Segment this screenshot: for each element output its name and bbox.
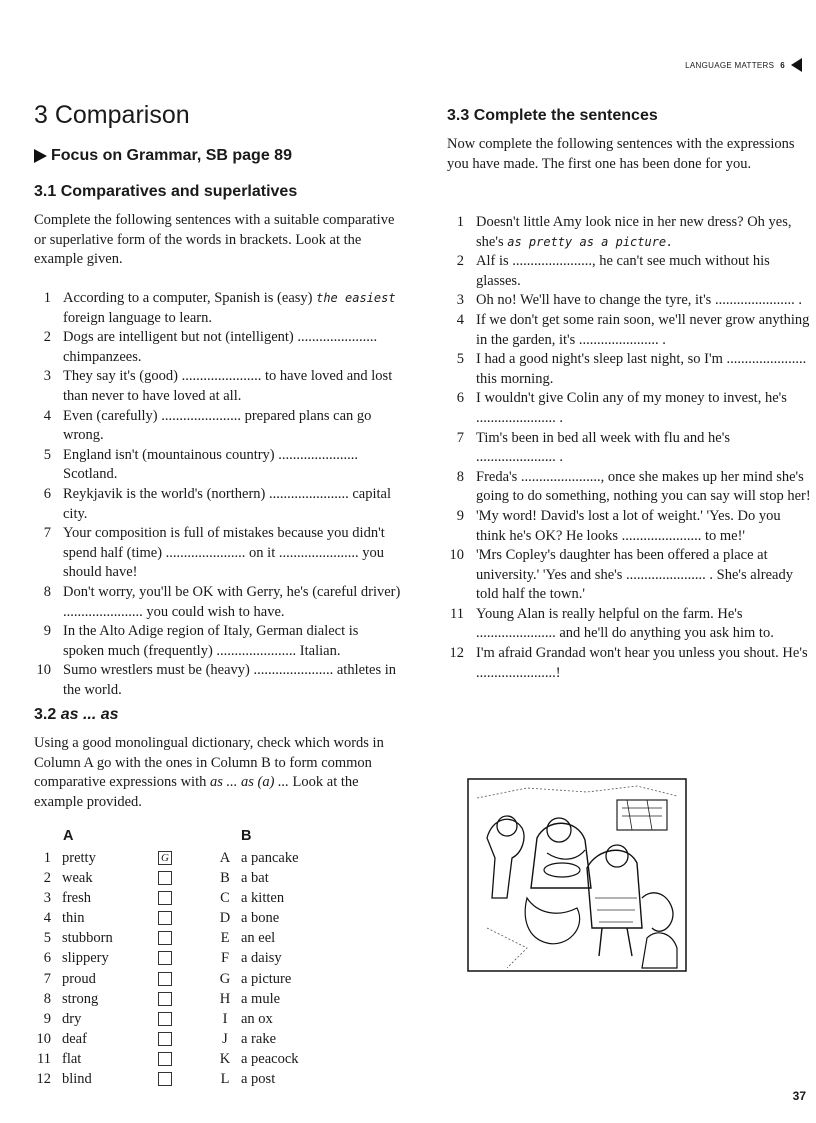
section-3-3-exercise-list: [447, 213, 811, 683]
matching-header-row: [34, 828, 404, 848]
matching-row: [34, 1069, 404, 1089]
exercise-item: [447, 605, 811, 644]
example-answer: the easiest: [316, 291, 396, 305]
intro-text-end: Look at the example provided.: [34, 774, 359, 810]
row-number: 5: [43, 930, 51, 947]
item-text: I'm afraid Grandad won't hear you unless you shout. He's ......................!: [476, 645, 808, 681]
item-number: 10: [36, 662, 51, 679]
item-text: Don't worry, you'll be OK with Gerry, he's (careful driver) ...................... you could wish to have.: [63, 583, 401, 620]
chapter-number: 6: [780, 60, 785, 70]
arrow-right-icon: [34, 149, 47, 163]
exercise-item: [34, 485, 402, 524]
matching-row: [34, 1009, 404, 1029]
answer-box[interactable]: [158, 1032, 172, 1046]
column-b-phrase: a post: [241, 1071, 276, 1088]
matching-row: [34, 1029, 404, 1049]
item-text: Alf is ......................, he can't see much without his glasses.: [476, 253, 770, 289]
item-text: Tim's been in bed all week with flu and he's ...................... .: [476, 429, 730, 466]
column-b-phrase: a bat: [241, 870, 269, 887]
exercise-item: [34, 407, 402, 446]
item-number: 4: [43, 407, 51, 424]
column-b-letter: B: [220, 870, 230, 887]
column-b-letter: I: [222, 1010, 228, 1027]
intro-emphasis: as ... as (a) ...: [209, 774, 289, 791]
exercise-item: [34, 446, 402, 485]
item-number: 5: [43, 446, 51, 463]
column-b-letter: A: [219, 850, 231, 866]
running-title: LANGUAGE MATTERS: [685, 60, 775, 70]
column-b-phrase: an eel: [241, 930, 276, 947]
exercise-item: [34, 367, 402, 406]
column-a-word: fresh: [62, 890, 91, 907]
section-3-1-exercise-list: [34, 289, 402, 700]
column-b-phrase: a kitten: [241, 890, 285, 907]
triangle-marker-icon: [791, 58, 802, 72]
section-3-1-intro: Complete the following sentences with a suitable comparative or superlative form of the words in brackets. Look at the example given.: [34, 212, 395, 268]
page-number: 37: [792, 1089, 806, 1103]
matching-row: [34, 888, 404, 908]
column-b-phrase: a pancake: [241, 850, 299, 866]
item-number: 2: [456, 253, 464, 270]
item-number: 10: [449, 547, 464, 564]
matching-row: [34, 908, 404, 928]
item-text: According to a computer, Spanish is (easy): [63, 290, 317, 306]
column-a-word: deaf: [62, 1030, 87, 1047]
exercise-item: [447, 468, 811, 507]
section-3-2-intro: [34, 734, 386, 812]
item-text: Dogs are intelligent but not (intelligent) ...................... chimpanzees.: [63, 329, 378, 365]
answer-box[interactable]: [158, 911, 172, 925]
row-number: 4: [43, 910, 51, 927]
column-a-word: stubborn: [62, 930, 113, 947]
row-number: 12: [36, 1071, 51, 1088]
column-a-word: slippery: [62, 950, 109, 967]
item-text: 'My word! David's lost a lot of weight.' 'Yes. Do you think he's OK? He looks ...................... to me!': [476, 507, 781, 544]
item-number: 3: [43, 368, 51, 385]
column-a-header: A: [63, 828, 74, 844]
column-b-letter: G: [219, 970, 231, 987]
item-text: Your composition is full of mistakes because you didn't spend half (time) ...................... on it ...................... you should have!: [63, 525, 385, 581]
row-number: 6: [43, 950, 51, 967]
item-text: In the Alto Adige region of Italy, German dialect is spoken much (frequently) ...................... Italian.: [63, 623, 359, 659]
column-b-phrase: a rake: [241, 1030, 277, 1047]
item-number: 2: [43, 329, 51, 346]
exercise-item: [447, 507, 811, 546]
item-text: Sumo wrestlers must be (heavy) ...................... athletes in the world.: [63, 662, 397, 698]
column-b-phrase: a peacock: [241, 1050, 299, 1067]
exercise-item: [34, 622, 402, 661]
section-3-1-heading: 3.1 Comparatives and superlatives: [34, 183, 298, 200]
exercise-item: [447, 213, 811, 252]
exercise-item: [447, 644, 811, 683]
item-text: Reykjavik is the world's (northern) ...................... capital city.: [63, 485, 391, 522]
intro-text: Using a good monolingual dictionary, check which words in Column A go with the ones in Column B to form common comparative expressions with: [34, 735, 384, 791]
answer-box[interactable]: [158, 951, 172, 965]
section-3-2-number: 3.2: [34, 706, 57, 723]
item-number: 4: [456, 311, 464, 328]
matching-row: [34, 928, 404, 948]
column-b-letter: J: [222, 1030, 228, 1047]
exercise-item: [447, 350, 811, 389]
focus-text: Focus on Grammar, SB page 89: [51, 147, 292, 164]
item-text: Freda's ......................, once she makes up her mind she's going to do something, nothing you can say will stop her!: [476, 468, 811, 505]
row-number: 11: [37, 1050, 51, 1067]
item-number: 8: [43, 583, 51, 600]
column-b-letter: D: [219, 910, 231, 927]
row-number: 3: [43, 890, 51, 907]
cartoon-illustration: [467, 778, 687, 972]
matching-row: [34, 1049, 404, 1069]
column-a-word: weak: [62, 870, 93, 887]
answer-box[interactable]: [158, 992, 172, 1006]
column-b-letter: K: [219, 1050, 231, 1067]
exercise-item: [34, 583, 402, 622]
exercise-item: [447, 252, 811, 291]
column-b-phrase: an ox: [241, 1010, 273, 1027]
section-3-3-intro: Now complete the following sentences with the expressions you have made. The first one has been done for you.: [447, 136, 795, 172]
column-b-letter: C: [220, 890, 230, 907]
item-number: 1: [456, 214, 464, 230]
column-a-word: pretty: [62, 850, 96, 866]
column-b-phrase: a mule: [241, 990, 281, 1007]
item-number: 6: [456, 390, 464, 407]
column-a-word: blind: [62, 1071, 92, 1088]
column-a-word: dry: [62, 1010, 82, 1027]
column-a-word: proud: [62, 970, 96, 987]
item-number: 5: [456, 351, 464, 368]
item-text: If we don't get some rain soon, we'll never grow anything in the garden, it's ...................... .: [476, 311, 810, 348]
answer-box[interactable]: [158, 972, 172, 986]
row-number: 2: [43, 870, 51, 887]
item-number: 9: [456, 507, 464, 524]
row-number: 7: [43, 970, 51, 987]
answer-box[interactable]: G: [158, 851, 172, 865]
item-number: 8: [456, 468, 464, 485]
row-number: 10: [36, 1030, 51, 1047]
column-b-letter: E: [220, 930, 230, 947]
section-3-3-heading: 3.3 Complete the sentences: [447, 107, 658, 124]
example-answer: as pretty as a picture.: [507, 234, 674, 249]
column-b-phrase: a daisy: [241, 950, 282, 967]
item-text: Doesn't little Amy look nice in her new dress? Oh yes, she's: [476, 214, 792, 250]
item-text: England isn't (mountainous country) ...................... Scotland.: [63, 446, 358, 483]
row-number: 1: [43, 850, 51, 866]
item-text: Young Alan is really helpful on the farm. He's ...................... and he'll do anything you ask him to.: [476, 605, 774, 642]
exercise-item: [34, 661, 402, 700]
row-number: 8: [43, 990, 51, 1007]
matching-row: [34, 989, 404, 1009]
column-a-word: flat: [62, 1050, 82, 1067]
item-number: 1: [43, 290, 51, 306]
item-text: I had a good night's sleep last night, so I'm ...................... this morning.: [476, 351, 807, 387]
exercise-item: [34, 524, 402, 583]
column-a-word: strong: [62, 990, 99, 1007]
matching-row: [34, 848, 404, 868]
answer-box[interactable]: [158, 1072, 172, 1086]
answer-box[interactable]: [158, 1012, 172, 1026]
section-3-2-heading: [34, 706, 119, 724]
answer-box[interactable]: [158, 1052, 172, 1066]
column-b-header: B: [241, 828, 252, 844]
item-text: They say it's (good) ...................... to have loved and lost than never to have loved at all.: [63, 368, 393, 404]
exercise-item: [447, 311, 811, 350]
exercise-item: [447, 429, 811, 468]
matching-row: [34, 868, 404, 888]
item-number: 9: [43, 623, 51, 640]
item-number: 7: [456, 429, 464, 446]
answer-box[interactable]: [158, 931, 172, 945]
exercise-item: [34, 328, 402, 367]
matching-row: [34, 948, 404, 968]
column-b-letter: H: [219, 990, 231, 1007]
exercise-item: [447, 546, 811, 605]
answer-box[interactable]: [158, 891, 172, 905]
column-b-letter: F: [220, 950, 230, 967]
focus-note: [34, 147, 292, 165]
exercise-item: [34, 289, 402, 328]
item-number: 6: [43, 485, 51, 502]
column-b-letter: L: [220, 1071, 230, 1088]
item-number: 12: [449, 645, 464, 662]
answer-box[interactable]: [158, 871, 172, 885]
item-number: 11: [450, 605, 464, 622]
item-text: 'Mrs Copley's daughter has been offered a place at university.' 'Yes and she's ...................... . She's already told half the town.': [476, 547, 793, 603]
matching-table: [34, 828, 404, 1089]
column-a-word: thin: [62, 910, 85, 927]
exercise-item: [447, 291, 811, 311]
running-header: [685, 58, 802, 72]
column-b-phrase: a picture: [241, 970, 292, 987]
item-text-end: foreign language to learn.: [63, 309, 212, 326]
item-text: Oh no! We'll have to change the tyre, it's ...................... .: [476, 292, 802, 309]
column-b-phrase: a bone: [241, 910, 280, 927]
row-number: 9: [43, 1010, 51, 1027]
item-text: I wouldn't give Colin any of my money to invest, he's ...................... .: [476, 390, 787, 426]
item-text: Even (carefully) ...................... prepared plans can go wrong.: [63, 407, 372, 444]
matching-row: [34, 969, 404, 989]
section-3-2-title: as ... as: [60, 706, 119, 723]
item-number: 3: [456, 292, 464, 309]
page-title: 3 Comparison: [34, 101, 190, 129]
item-number: 7: [43, 525, 51, 542]
exercise-item: [447, 389, 811, 428]
